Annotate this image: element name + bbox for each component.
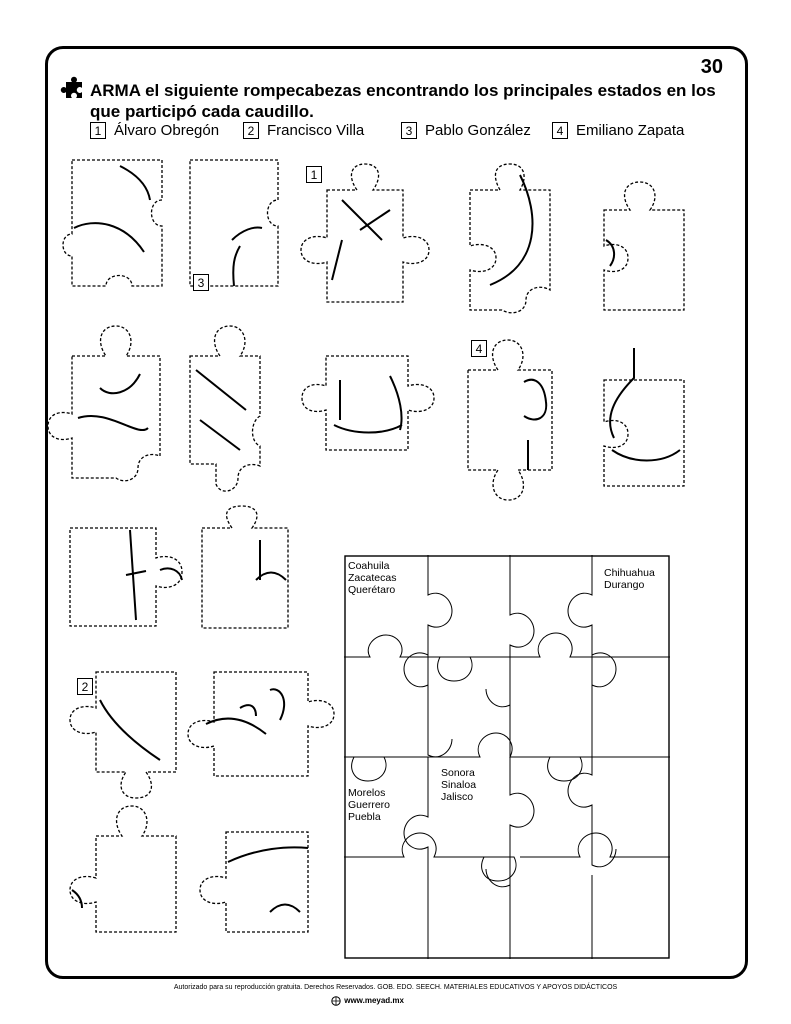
legend-name: Pablo González [425,122,531,139]
puzzle-piece [301,164,429,302]
puzzle-piece [70,806,176,932]
puzzle-piece [70,528,182,626]
legend-name: Francisco Villa [267,122,365,139]
drawing-fragment [100,700,160,760]
drawing-fragment [78,374,148,430]
drawing-fragment [256,540,286,580]
footer-url[interactable] [330,996,450,1006]
board-label: Morelos Guerrero Puebla [348,787,391,823]
page-number: 30 [700,56,723,78]
drawing-fragment [232,228,262,287]
footer-credits: Autorizado para su reproducción gratuita. Derechos Reservados. GOB. EDO. SEECH. MATERIALES EDUCATIVOS Y APOYOS DIDÁCTICOS [173,984,618,991]
board-label: Chihuahua Durango [604,567,655,591]
drawing-fragment [228,847,308,912]
legend-number: 4 [552,122,568,139]
puzzle-piece [48,326,160,481]
puzzle-piece [188,672,334,776]
drawing-fragment [332,200,390,280]
globe-icon [330,996,342,1006]
drawing-fragment [490,175,532,285]
puzzle-piece [470,164,550,313]
drawing-fragment [126,530,182,620]
drawing-fragment [334,376,402,433]
legend-number: 1 [90,122,106,139]
drawing-fragment [524,380,546,470]
board-label: Sonora Sinaloa Jalisco [441,767,477,803]
legend-name: Emiliano Zapata [576,122,685,139]
drawing-fragment [196,370,246,450]
url-text[interactable]: www.meyad.mx [344,996,404,1006]
legend-name: Álvaro Obregón [114,122,220,139]
drawing-fragment [72,890,82,908]
legend-number: 3 [401,122,417,139]
drawing-fragment [206,689,284,734]
board-label: Coahuila Zacatecas Querétaro [348,560,397,596]
piece-label: 4 [471,340,487,357]
puzzle-piece [604,182,684,310]
drawing-fragment [120,166,150,200]
drawing-fragment [610,348,680,461]
puzzle-board [344,555,670,959]
piece-label: 1 [306,166,322,183]
piece-label: 3 [193,274,209,291]
puzzle-piece [63,160,162,286]
puzzle-piece [190,326,260,491]
puzzle-piece [604,380,684,486]
drawing-fragment [74,223,144,252]
piece-label: 2 [77,678,93,695]
puzzle-piece [202,506,288,628]
puzzle-piece [468,340,552,500]
legend-number: 2 [243,122,259,139]
puzzle-piece [302,356,434,450]
instruction-text: ARMA el siguiente rompecabezas encontrando los principales estados en los que participó cada caudillo. [90,81,716,121]
